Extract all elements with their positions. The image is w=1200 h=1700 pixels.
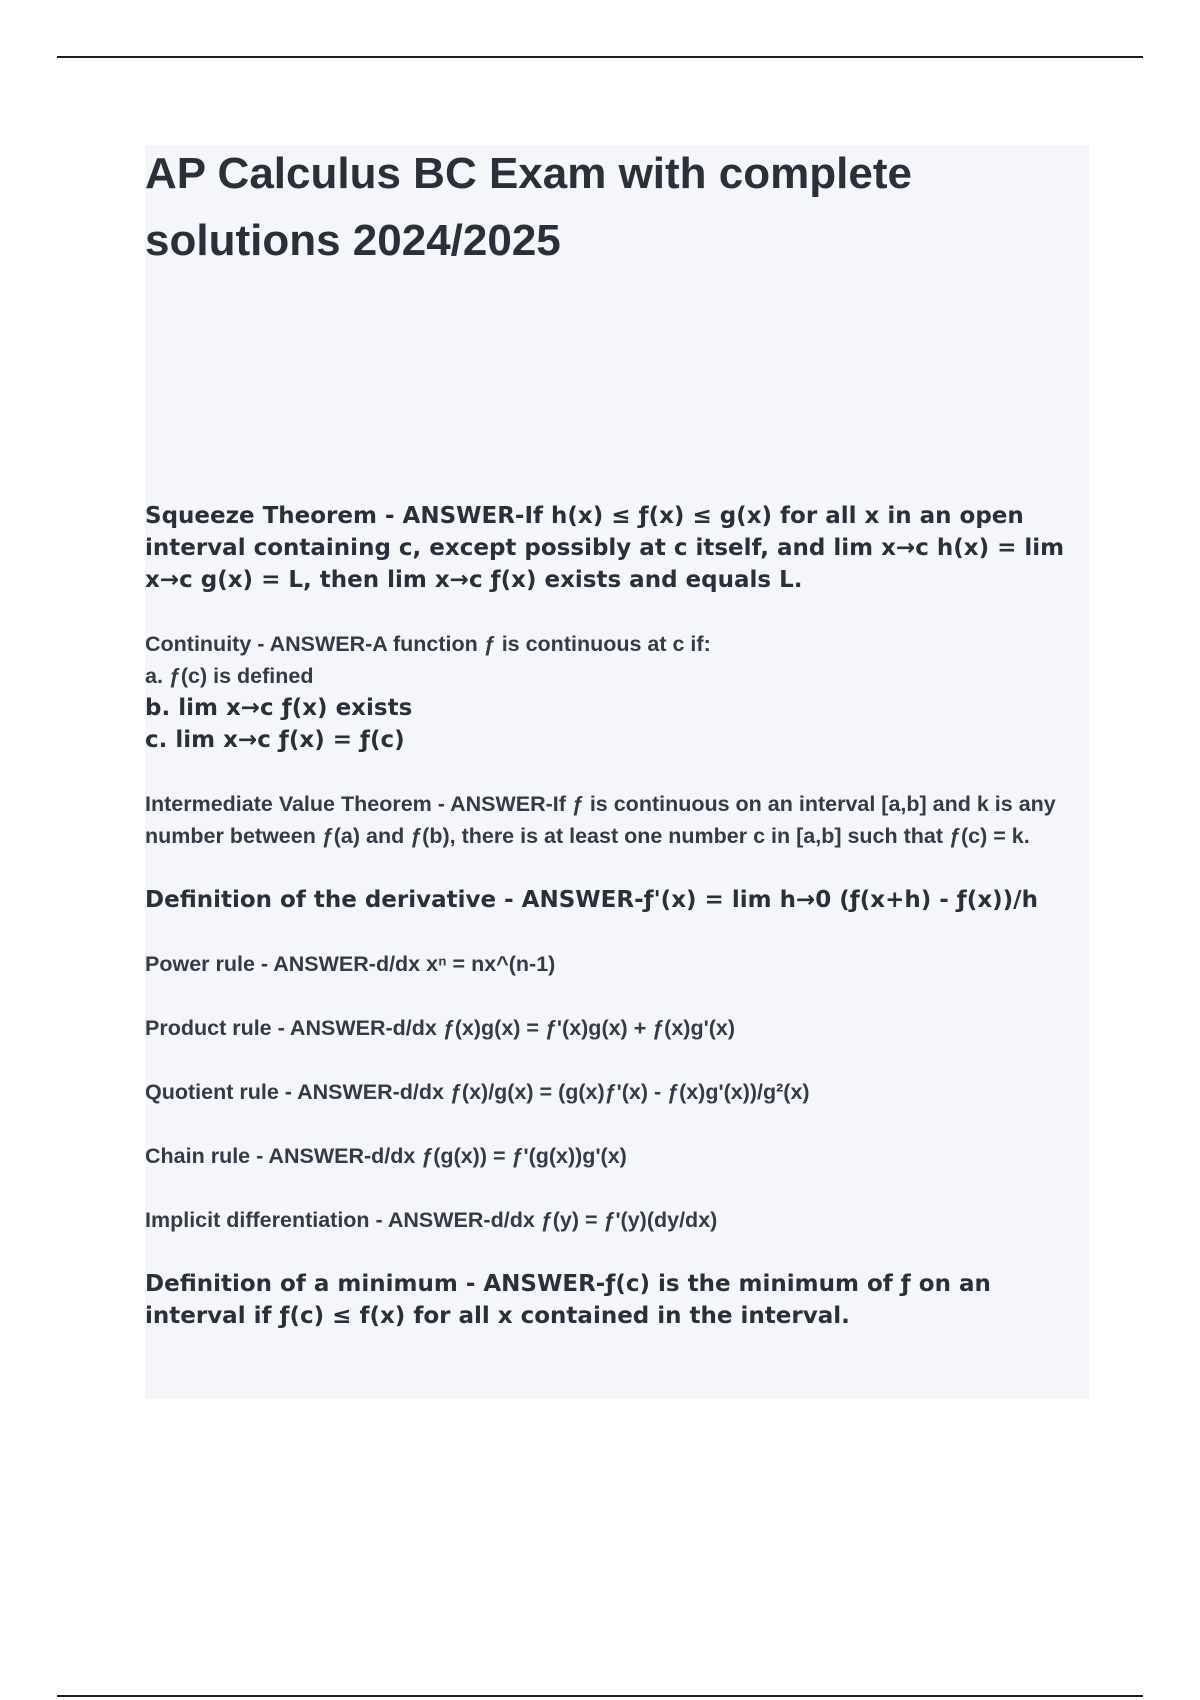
entry-minimum-definition: Definition of a minimum - ANSWER-ƒ(c) is the minimum of ƒ on an interval if ƒ(c) ≤ f(x) for all x contained in the interval. — [145, 1271, 991, 1329]
flashcard-list — [145, 500, 1089, 1364]
entry-quotient-rule: Quotient rule - ANSWER-d/dx ƒ(x)/g(x) = (g(x)ƒ'(x) - ƒ(x)g'(x))/g²(x) — [145, 1080, 810, 1104]
entry-implicit-differentiation: Implicit differentiation - ANSWER-d/dx ƒ(y) = ƒ'(y)(dy/dx) — [145, 1208, 718, 1232]
header-rule — [57, 56, 1143, 58]
entry-intermediate-value-theorem: Intermediate Value Theorem - ANSWER-If ƒ is continuous on an interval [a,b] and k is any number between ƒ(a) and ƒ(b), there is at least one number c in [a,b] such that ƒ(c) = k. — [145, 792, 1056, 848]
continuity-line-3: b. lim x→c ƒ(x) exists — [145, 695, 413, 721]
entry-continuity — [145, 628, 1089, 756]
document-title: AP Calculus BC Exam with complete solutions 2024/2025 — [145, 149, 912, 265]
continuity-line-1: Continuity - ANSWER-A function ƒ is continuous at c if: — [145, 632, 711, 656]
entry-power-rule: Power rule - ANSWER-d/dx xⁿ = nx^(n-1) — [145, 952, 556, 976]
entry-product-rule: Product rule - ANSWER-d/dx ƒ(x)g(x) = ƒ'(x)g(x) + ƒ(x)g'(x) — [145, 1016, 735, 1040]
entry-derivative-definition: Definition of the derivative - ANSWER-ƒ'(x) = lim h→0 (ƒ(x+h) - ƒ(x))/h — [145, 887, 1038, 913]
continuity-line-4: c. lim x→c ƒ(x) = ƒ(c) — [145, 727, 405, 753]
continuity-line-2: a. ƒ(c) is defined — [145, 664, 314, 688]
entry-chain-rule: Chain rule - ANSWER-d/dx ƒ(g(x)) = ƒ'(g(x))g'(x) — [145, 1144, 627, 1168]
entry-squeeze-theorem: Squeeze Theorem - ANSWER-If h(x) ≤ ƒ(x) ≤ g(x) for all x in an open interval containing c, except possibly at c itself, and lim x→c h(x) = lim x→c g(x) = L, then lim x→c ƒ(x) exists and equals L. — [145, 503, 1065, 593]
footer-rule — [57, 1695, 1143, 1697]
